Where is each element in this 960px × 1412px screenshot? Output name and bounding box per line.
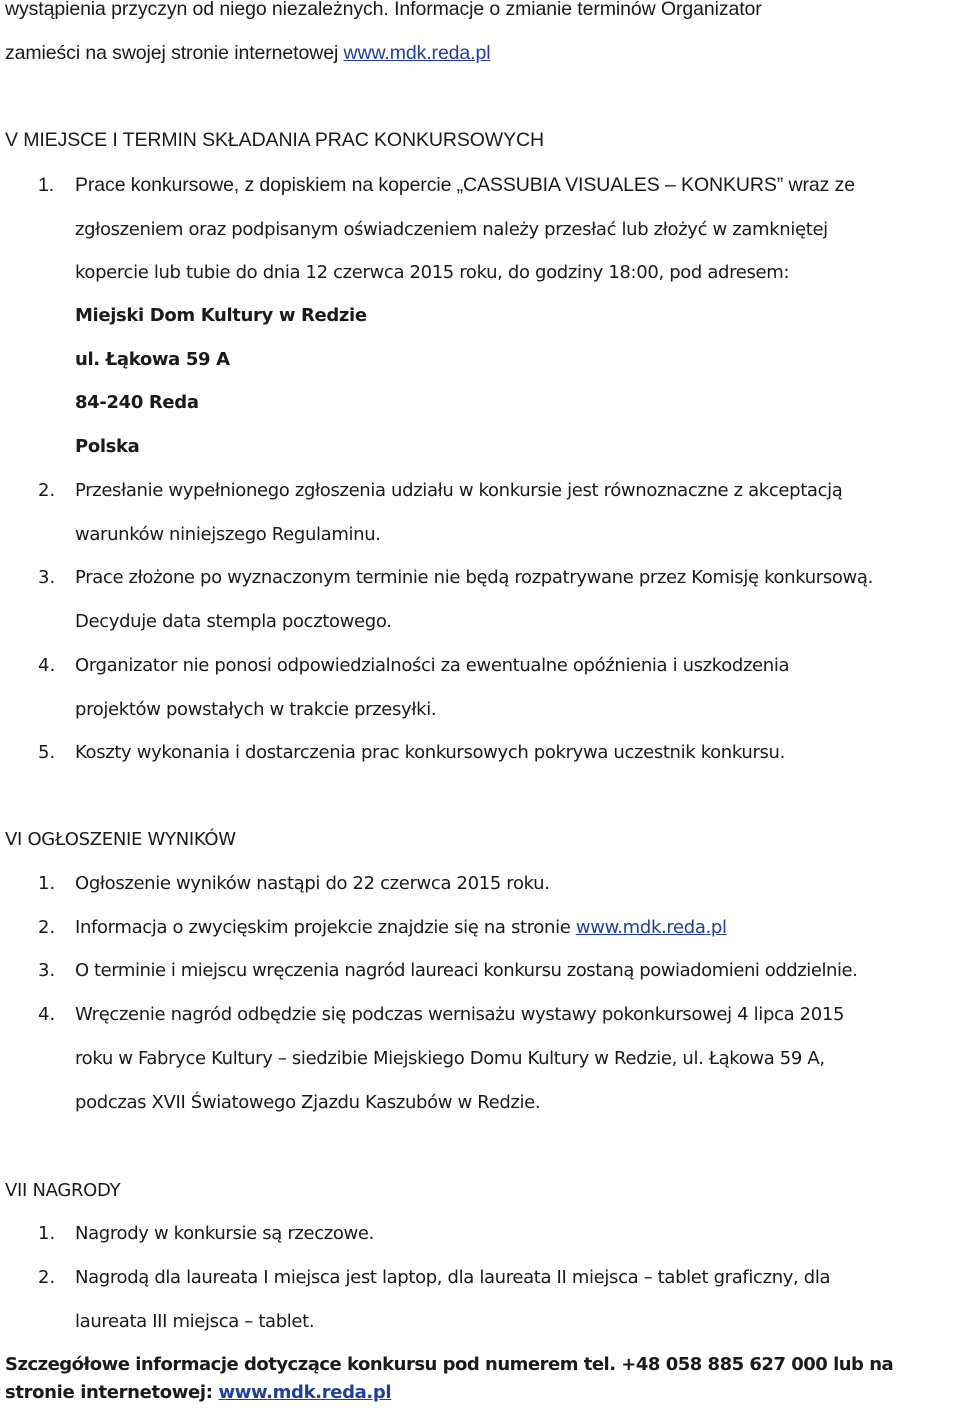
section-7-item-1-text: Nagrody w konkursie są rzeczowe. — [75, 1223, 374, 1244]
section-7-item-2-line-1: Nagrodą dla laureata I miejsca jest laptop, dla laureata II miejsca – tablet graficzny, dla — [75, 1267, 831, 1288]
section-6-item-4-line-1: Wręczenie nagród odbędzie się podczas wernisażu wystawy pokonkursowej 4 lipca 2015 — [75, 1004, 845, 1025]
footer-website-line — [5, 1381, 391, 1405]
section-5-item-3-line-1: Prace złożone po wyznaczonym terminie nie będą rozpatrywane przez Komisję konkursową. — [75, 567, 873, 588]
section-5-item-1-line-3: kopercie lub tubie do dnia 12 czerwca 2015 roku, do godziny 18:00, pod adresem: — [75, 262, 790, 283]
section-6-item-1-number: 1. — [38, 873, 56, 894]
section-7-item-2-number: 2. — [38, 1267, 56, 1288]
section-5-item-4-number: 4. — [38, 655, 56, 676]
section-5-item-2-line-1: Przesłanie wypełnionego zgłoszenia udziału w konkursie jest równoznaczne z akceptacją — [75, 480, 843, 501]
section-7-item-1-number: 1. — [38, 1223, 56, 1244]
section-5-item-2-number: 2. — [38, 480, 56, 501]
section-5-item-1-number: 1. — [38, 174, 55, 196]
footer-website-text: stronie internetowej: — [5, 1382, 219, 1403]
section-6-item-2-text: Informacja o zwycięskim projekcie znajdzie się na stronie — [75, 917, 576, 938]
section-7-heading: VII NAGRODY — [5, 1180, 121, 1201]
intro-line-2 — [5, 41, 490, 65]
section-5-item-4-line-1: Organizator nie ponosi odpowiedzialności za ewentualne opóźnienia i uszkodzenia — [75, 655, 790, 676]
address-postal-city: 84-240 Reda — [75, 392, 199, 413]
results-website-link[interactable]: www.mdk.reda.pl — [575, 917, 727, 938]
section-6-item-4-line-3: podczas XVII Światowego Zjazdu Kaszubów w Redzie. — [75, 1092, 541, 1113]
section-5-item-3-line-2: Decyduje data stempla pocztowego. — [75, 611, 392, 632]
intro-line-1: wystąpienia przyczyn od niego niezależnych. Informacje o zmianie terminów Organizator — [5, 0, 762, 20]
section-6-item-3-text: O terminie i miejscu wręczenia nagród laureaci konkursu zostaną powiadomieni oddzielnie. — [75, 960, 858, 981]
address-institution: Miejski Dom Kultury w Redzie — [75, 305, 367, 326]
section-5-item-2-line-2: warunków niniejszego Regulaminu. — [75, 524, 381, 545]
intro-website-link[interactable]: www.mdk.reda.pl — [343, 42, 491, 64]
section-5-item-3-number: 3. — [38, 567, 56, 588]
section-6-item-2-line — [75, 916, 727, 940]
intro-line-2-text: zamieści na swojej stronie internetowej — [5, 42, 344, 64]
section-5-item-5-number: 5. — [38, 742, 56, 763]
section-6-item-2-number: 2. — [38, 917, 56, 938]
section-5-heading: V MIEJSCE I TERMIN SKŁADANIA PRAC KONKURSOWYCH — [5, 129, 544, 151]
section-6-item-3-number: 3. — [38, 960, 56, 981]
section-5-item-4-line-2: projektów powstałych w trakcie przesyłki. — [75, 699, 437, 720]
section-6-item-1-text: Ogłoszenie wyników nastąpi do 22 czerwca 2015 roku. — [75, 873, 550, 894]
section-5-item-1-line-1: Prace konkursowe, z dopiskiem na kopercie „CASSUBIA VISUALES – KONKURS” wraz ze — [75, 174, 855, 196]
section-5-item-1-line-2: zgłoszeniem oraz podpisanym oświadczeniem należy przesłać lub złożyć w zamkniętej — [75, 219, 828, 240]
footer-website-link[interactable]: www.mdk.reda.pl — [218, 1382, 392, 1403]
footer-contact-line: Szczegółowe informacje dotyczące konkursu pod numerem tel. +48 058 885 627 000 lub na — [5, 1354, 894, 1375]
section-6-heading: VI OGŁOSZENIE WYNIKÓW — [5, 829, 236, 850]
section-6-item-4-line-2: roku w Fabryce Kultury – siedzibie Miejskiego Domu Kultury w Redzie, ul. Łąkowa 59 A, — [75, 1048, 825, 1069]
section-5-item-5-line-1: Koszty wykonania i dostarczenia prac konkursowych pokrywa uczestnik konkursu. — [75, 742, 785, 763]
address-street: ul. Łąkowa 59 A — [75, 349, 230, 370]
section-7-item-2-line-2: laureata III miejsca – tablet. — [75, 1311, 315, 1332]
section-6-item-4-number: 4. — [38, 1004, 56, 1025]
address-country: Polska — [75, 436, 140, 457]
